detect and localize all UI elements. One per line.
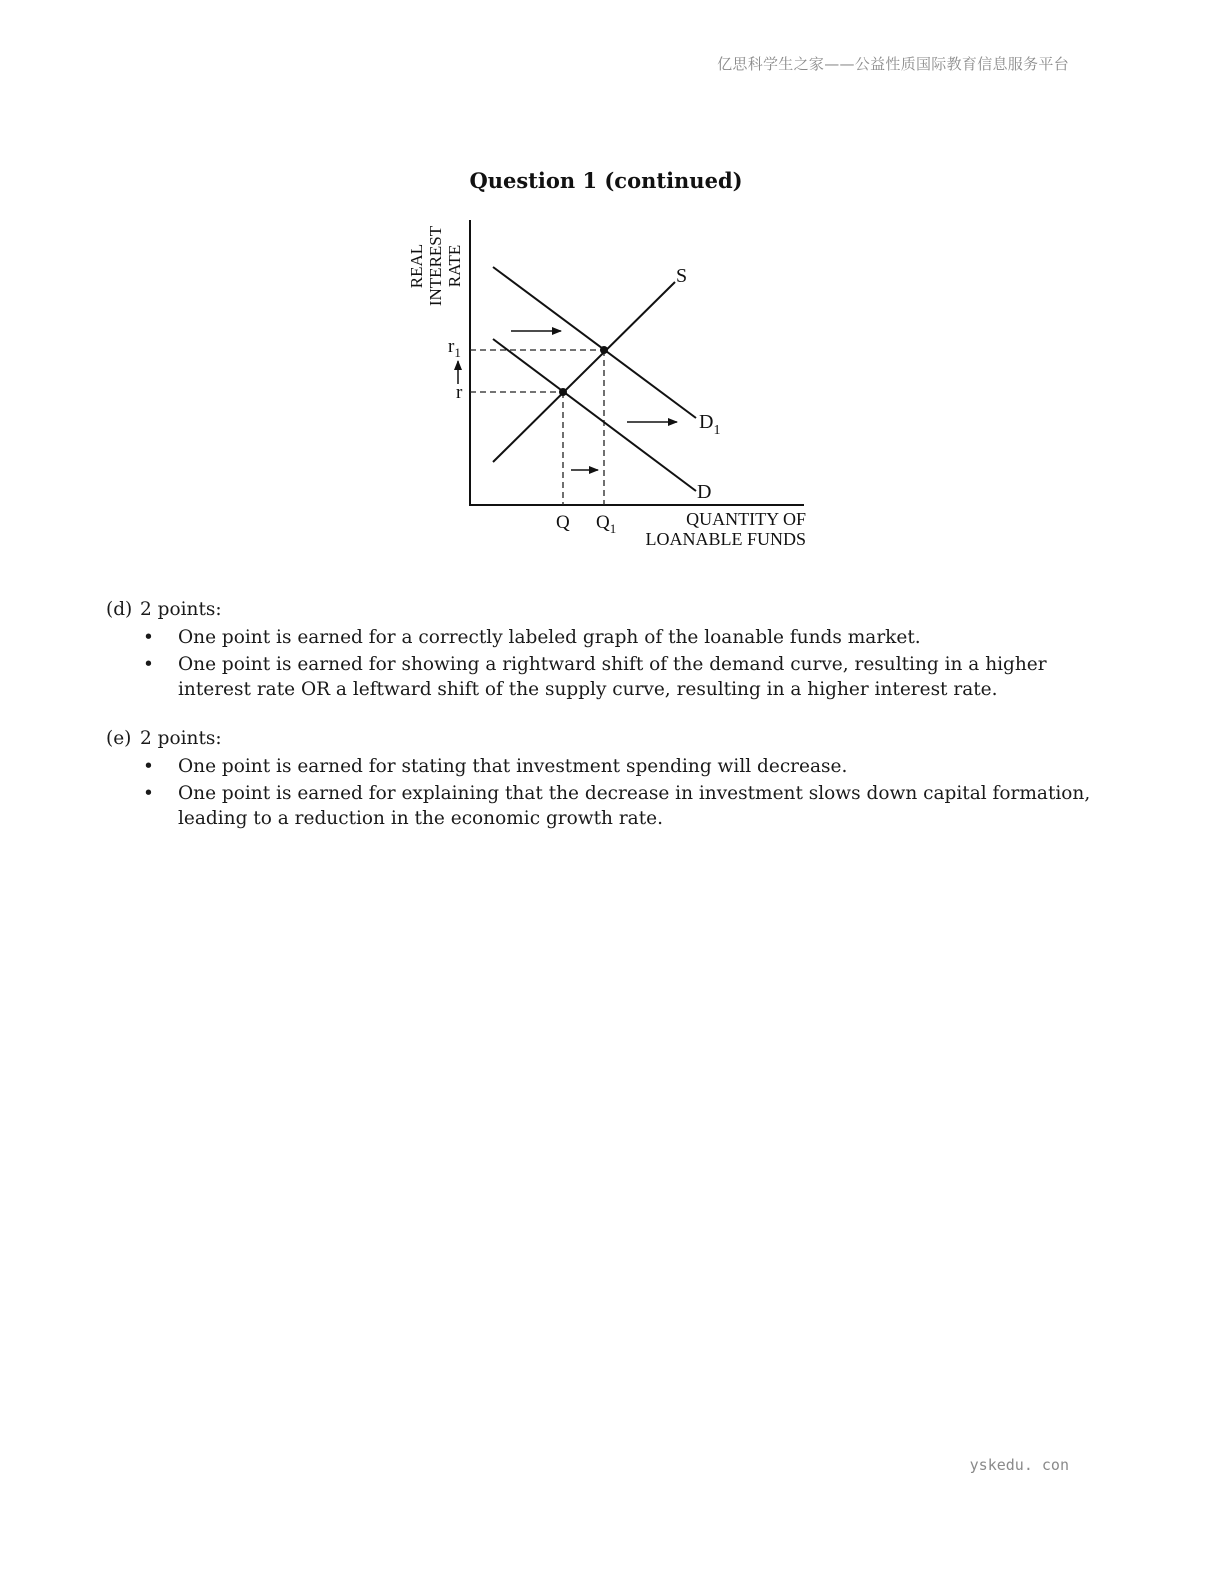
page-title: Question 1 (continued) (469, 168, 743, 193)
section-e-heading (106, 726, 1116, 751)
loanable-funds-graph (390, 208, 820, 558)
x-axis-label-line2: LOANABLE FUNDS (645, 529, 806, 549)
equilibrium-point-initial (559, 388, 567, 396)
bullet-text: One point is earned for explaining that the decrease in investment slows down capital formation, leading to a reduction in the economic growth rate. (178, 783, 1091, 829)
q1-label (596, 512, 616, 536)
section-e-points: 2 points: (140, 728, 222, 749)
r-label: r (456, 382, 463, 403)
section-d (106, 597, 1116, 704)
r1-label (448, 336, 461, 360)
q1-label-sub: 1 (609, 521, 617, 536)
page-header-text: 亿思科学生之家——公益性质国际教育信息服务平台 (717, 55, 1069, 73)
equilibrium-point-new (600, 346, 608, 354)
bullet-text: One point is earned for a correctly labeled graph of the loanable funds market. (178, 627, 921, 648)
q1-label-main: Q (596, 512, 610, 533)
y-axis-label-1 (407, 244, 426, 288)
y-axis-label-line2: INTEREST (426, 225, 445, 307)
d1-label-main: D (699, 411, 714, 433)
list-item (106, 625, 1116, 650)
bullet-text: One point is earned for stating that investment spending will decrease. (178, 756, 848, 777)
demand-curve-d1 (493, 267, 696, 418)
graph-svg (390, 208, 820, 558)
page-footer-text: yskedu. con (969, 1456, 1069, 1474)
list-item (106, 781, 1116, 831)
section-d-points: 2 points: (140, 599, 222, 620)
list-item (106, 652, 1116, 702)
d1-label (699, 411, 720, 438)
x-axis-label-line1: QUANTITY OF (686, 509, 806, 529)
section-d-bullets (106, 625, 1116, 702)
y-axis-label (445, 245, 464, 288)
bullet-text: One point is earned for showing a rightward shift of the demand curve, resulting in a higher interest rate OR a leftward shift of the supply curve, resulting in a higher interest rate. (178, 654, 1047, 700)
section-e-bullets (106, 754, 1116, 831)
y-axis-label-line3: RATE (445, 244, 464, 288)
list-item (106, 754, 1116, 779)
d1-label-sub: 1 (713, 423, 721, 438)
bullet-icon: • (143, 627, 154, 648)
r1-label-sub: 1 (454, 345, 461, 360)
q-label: Q (556, 512, 570, 533)
section-d-label: (d) (106, 599, 133, 620)
section-e (106, 726, 1116, 833)
y-axis-label-line1: REAL (407, 243, 426, 289)
section-d-heading (106, 597, 1116, 622)
d-label: D (697, 481, 712, 503)
supply-label: S (676, 265, 688, 287)
bullet-icon: • (143, 654, 154, 675)
y-axis-label-2 (426, 225, 445, 306)
bullet-icon: • (143, 756, 154, 777)
r1-label-main: r (448, 336, 455, 357)
bullet-icon: • (143, 783, 154, 804)
supply-curve (493, 282, 675, 462)
section-e-label: (e) (106, 728, 132, 749)
